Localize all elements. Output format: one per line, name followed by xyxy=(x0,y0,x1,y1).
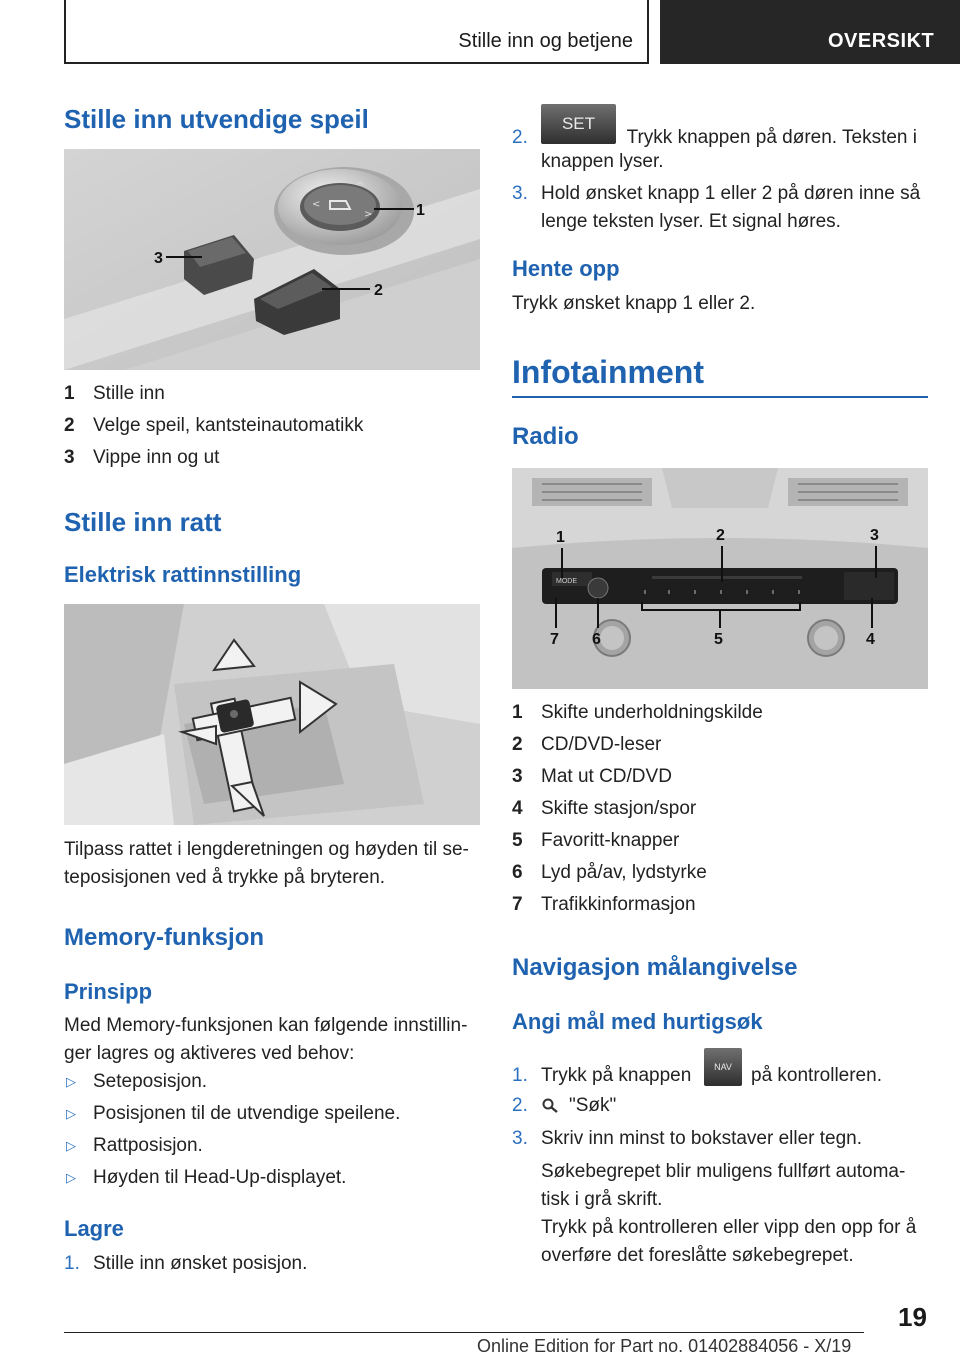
triangle-bullet-icon: ▷ xyxy=(66,1106,76,1121)
steering-adjust-photo xyxy=(64,604,480,825)
principle-text: Med Memory-funksjonen kan følgende innstillin- ger lagres og aktiveres ved behov: xyxy=(64,1015,468,1064)
triangle-bullet-icon: ▷ xyxy=(66,1170,76,1185)
triangle-bullet-icon: ▷ xyxy=(66,1074,76,1089)
store-step-2: 2. SET Trykk knappen på døren. Teksten i knappen lyser. xyxy=(512,104,928,174)
footer-rule xyxy=(64,1332,864,1333)
nav-step-2: 2. "Søk" xyxy=(512,1095,617,1116)
triangle-bullet-icon: ▷ xyxy=(66,1138,76,1153)
mirror-item-3: 3 Vippe inn og ut xyxy=(64,447,220,468)
radio-item-3: 3 Mat ut CD/DVD xyxy=(512,766,672,787)
mirror-title: Stille inn utvendige speil xyxy=(64,104,369,134)
header-section-title: Stille inn og betjene xyxy=(458,30,633,52)
search-icon xyxy=(542,1098,560,1114)
wheel-subtitle: Elektrisk rattinnstilling xyxy=(64,562,302,587)
svg-text:MODE: MODE xyxy=(556,578,577,585)
radio-callout-5: 5 xyxy=(714,631,723,648)
radio-callout-7: 7 xyxy=(550,631,559,648)
radio-item-2: 2 CD/DVD-leser xyxy=(512,734,662,755)
principle-title: Prinsipp xyxy=(64,979,153,1004)
mirror-callout-3: 3 xyxy=(154,250,163,267)
store-step-1: 1. Stille inn ønsket posisjon. xyxy=(64,1253,308,1274)
radio-panel-photo xyxy=(512,468,928,689)
radio-callout-2: 2 xyxy=(716,527,725,544)
mirror-controls-photo xyxy=(64,149,480,370)
infotainment-rule xyxy=(512,396,928,398)
quick-search-title: Angi mål med hurtigsøk xyxy=(512,1009,763,1034)
radio-item-7: 7 Trafikkinformasjon xyxy=(512,894,696,915)
radio-callout-1: 1 xyxy=(556,529,565,546)
mirror-callout-1: 1 xyxy=(416,202,425,219)
store-step-3: 3. Hold ønsket knapp 1 eller 2 på døren inne så lenge teksten lyser. Et signal høres. xyxy=(512,183,921,232)
header-frame xyxy=(64,0,649,64)
radio-callout-6: 6 xyxy=(592,631,601,648)
infotainment-title: Infotainment xyxy=(512,354,704,390)
recall-text: Trykk ønsket knapp 1 eller 2. xyxy=(512,293,756,314)
nav-button-icon: NAV xyxy=(704,1048,742,1086)
recall-title: Hente opp xyxy=(512,256,620,281)
radio-title: Radio xyxy=(512,423,579,450)
header-tab-oversikt[interactable]: OVERSIKT xyxy=(660,0,960,64)
radio-item-1: 1 Skifte underholdningskilde xyxy=(512,702,763,723)
radio-callout-3: 3 xyxy=(870,527,879,544)
radio-callout-4: 4 xyxy=(866,631,875,648)
mirror-item-2: 2 Velge speil, kantsteinautomatikk xyxy=(64,415,364,436)
wheel-text: Tilpass rattet i lengderetningen og høyden til se- teposisjonen ved å trykke på bryteren. xyxy=(64,839,469,888)
mirror-item-1: 1 Stille inn xyxy=(64,383,165,404)
page-number: 19 xyxy=(898,1302,927,1332)
svg-text:<: < xyxy=(312,199,321,210)
set-button-icon: SET xyxy=(541,104,616,144)
mirror-callout-2: 2 xyxy=(374,282,383,299)
store-title: Lagre xyxy=(64,1216,124,1241)
footer-edition: Online Edition for Part no. 01402884056 - X/19 xyxy=(477,1336,852,1356)
radio-item-6: 6 Lyd på/av, lydstyrke xyxy=(512,862,707,883)
nav-step-1: 1. Trykk på knappen NAV på kontrolleren. xyxy=(512,1048,928,1088)
svg-text:^: ^ xyxy=(356,181,365,192)
radio-item-4: 4 Skifte stasjon/spor xyxy=(512,798,697,819)
radio-item-5: 5 Favoritt-knapper xyxy=(512,830,680,851)
svg-text:>: > xyxy=(364,209,373,220)
wheel-title: Stille inn ratt xyxy=(64,507,222,537)
memory-title: Memory-funksjon xyxy=(64,924,265,951)
nav-title: Navigasjon målangivelse xyxy=(512,954,798,981)
nav-step-3: 3. Skriv inn minst to bokstaver eller tegn. Søkebegrepet blir muligens fullført automa- tisk i grå skrift. Trykk på kontrolleren eller vipp den opp for å overføre det foreslåtte søkebegrepet. xyxy=(512,1128,917,1266)
